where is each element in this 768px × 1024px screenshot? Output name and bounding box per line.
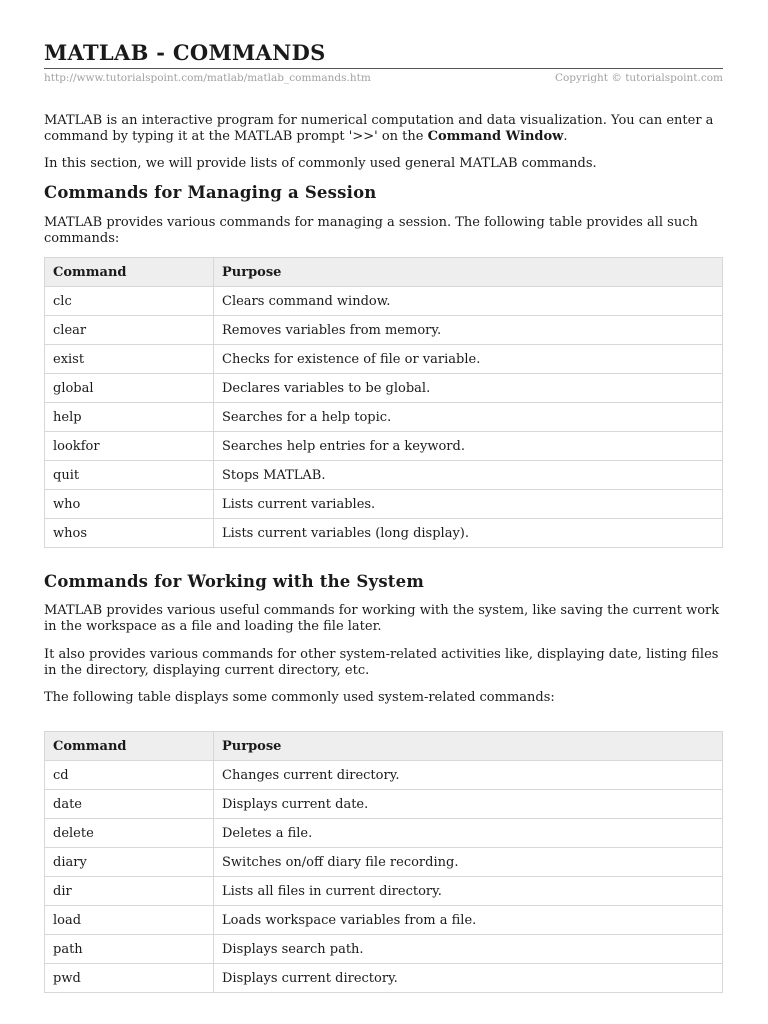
command-cell: help [45,403,214,432]
column-header-purpose: Purpose [214,732,723,761]
table-row [45,877,723,906]
purpose-cell: Searches for a help topic. [214,403,723,432]
session-commands-table [44,257,723,548]
table-row [45,964,723,993]
table-row [45,906,723,935]
purpose-cell: Declares variables to be global. [214,374,723,403]
table-row [45,432,723,461]
command-cell: lookfor [45,432,214,461]
command-cell: pwd [45,964,214,993]
system-commands-table [44,731,723,993]
purpose-cell: Clears command window. [214,287,723,316]
purpose-cell: Lists current variables (long display). [214,519,723,548]
purpose-cell: Displays current date. [214,790,723,819]
purpose-cell: Checks for existence of file or variable. [214,345,723,374]
intro-bold-term: Command Window [427,129,564,144]
intro-end: . [563,129,568,144]
purpose-cell: Removes variables from memory. [214,316,723,345]
command-cell: who [45,490,214,519]
command-cell: exist [45,345,214,374]
table-row [45,316,723,345]
purpose-cell: Changes current directory. [214,761,723,790]
session-description: MATLAB provides various commands for managing a session. The following table provides all such commands: [44,215,698,246]
command-cell: whos [45,519,214,548]
source-url[interactable]: http://www.tutorialspoint.com/matlab/matlab_commands.htm [44,72,371,84]
table-row [45,490,723,519]
command-cell: quit [45,461,214,490]
purpose-cell: Displays current directory. [214,964,723,993]
table-row [45,848,723,877]
table-header-row [45,732,723,761]
copyright-notice: Copyright © tutorialspoint.com [554,72,723,84]
column-header-command: Command [45,258,214,287]
intro-text: MATLAB is an interactive program for numerical computation and data visualization. You can enter a command by typing it at the MATLAB prompt '>>' on the [44,113,714,144]
command-cell: clear [45,316,214,345]
command-cell: global [45,374,214,403]
session-heading: Commands for Managing a Session [44,183,377,202]
purpose-cell: Lists all files in current directory. [214,877,723,906]
table-row [45,403,723,432]
purpose-cell: Lists current variables. [214,490,723,519]
intro-paragraph-2: In this section, we will provide lists of commonly used general MATLAB commands. [44,156,597,171]
command-cell: dir [45,877,214,906]
column-header-purpose: Purpose [214,258,723,287]
table-row [45,819,723,848]
command-cell: delete [45,819,214,848]
title-divider [44,68,723,69]
purpose-cell: Stops MATLAB. [214,461,723,490]
table-row [45,935,723,964]
table-row [45,761,723,790]
system-description-1: MATLAB provides various useful commands for working with the system, like saving the current work in the workspace as a file and loading the file later. [44,603,720,634]
command-cell: path [45,935,214,964]
table-row [45,461,723,490]
column-header-command: Command [45,732,214,761]
purpose-cell: Searches help entries for a keyword. [214,432,723,461]
purpose-cell: Deletes a file. [214,819,723,848]
system-heading: Commands for Working with the System [44,572,424,591]
purpose-cell: Displays search path. [214,935,723,964]
table-header-row [45,258,723,287]
command-cell: diary [45,848,214,877]
command-cell: cd [45,761,214,790]
table-row [45,374,723,403]
table-row [45,519,723,548]
command-cell: load [45,906,214,935]
command-cell: date [45,790,214,819]
table-row [45,345,723,374]
table-row [45,287,723,316]
intro-paragraph [44,113,723,145]
purpose-cell: Switches on/off diary file recording. [214,848,723,877]
table-row [45,790,723,819]
system-description-2: It also provides various commands for other system-related activities like, displaying date, listing files in the directory, displaying current directory, etc. [44,647,719,678]
system-description-3: The following table displays some commonly used system-related commands: [44,690,555,705]
command-cell: clc [45,287,214,316]
page-title: MATLAB - COMMANDS [44,40,326,65]
purpose-cell: Loads workspace variables from a file. [214,906,723,935]
